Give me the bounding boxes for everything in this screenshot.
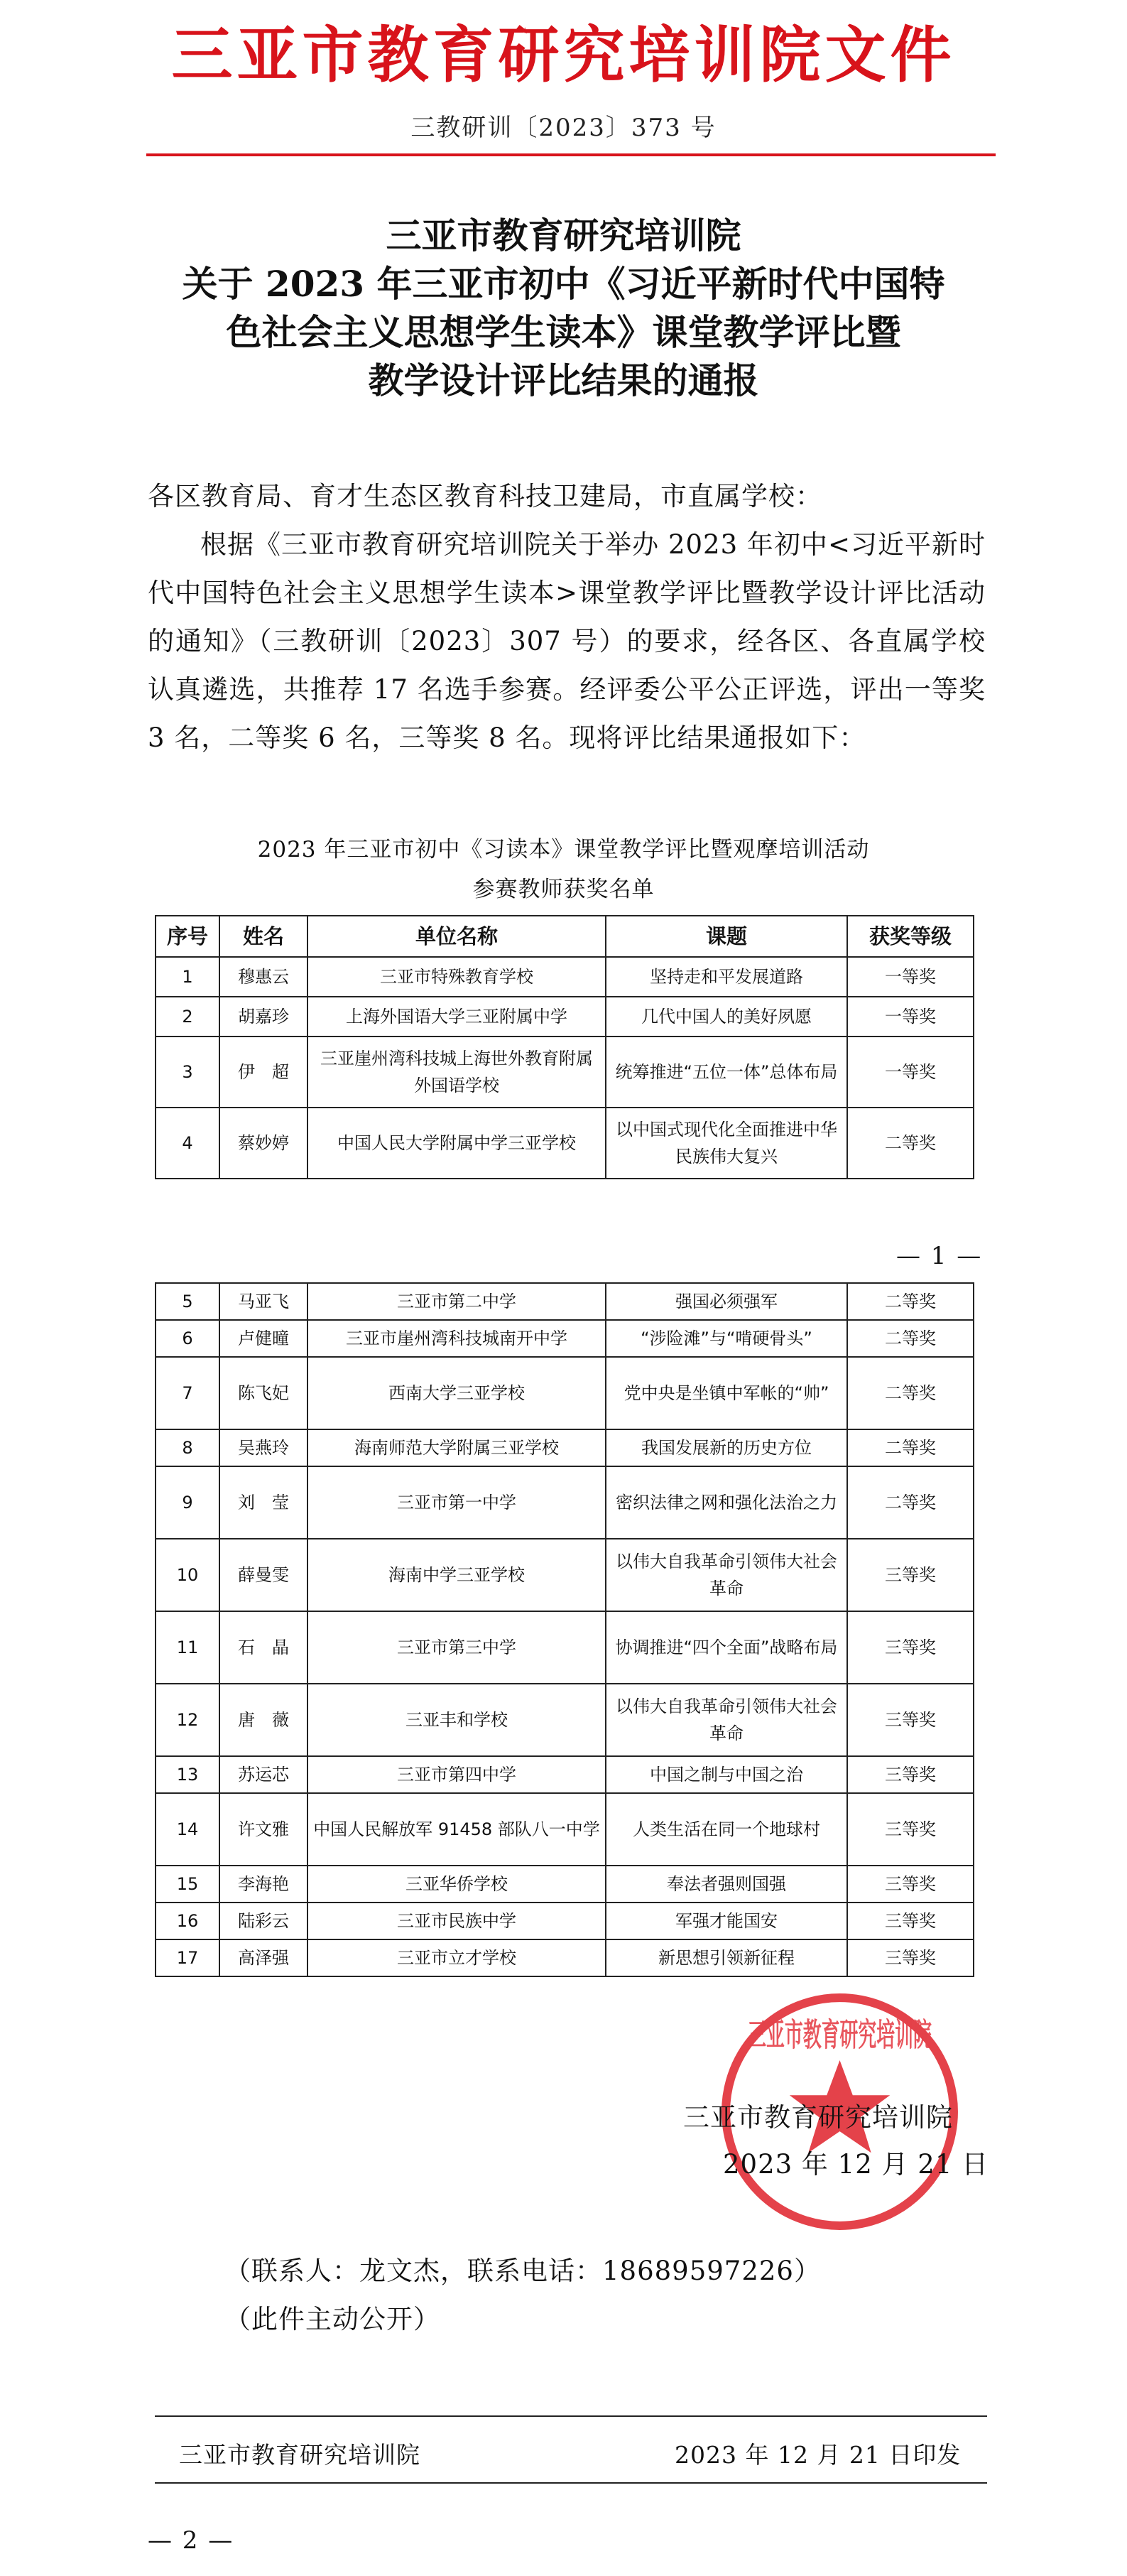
cell-unit: 三亚市立才学校 (307, 1939, 606, 1976)
table-row (156, 1466, 974, 1539)
cell-name: 苏运芯 (219, 1756, 307, 1793)
column-header-unit: 单位名称 (307, 916, 606, 957)
cell-index: 10 (156, 1539, 219, 1611)
cell-name: 胡嘉珍 (219, 997, 307, 1037)
cell-name: 穆惠云 (219, 957, 307, 997)
cell-topic: 协调推进“四个全面”战略布局 (606, 1611, 847, 1684)
column-header-index: 序号 (156, 916, 219, 957)
table-row (156, 1793, 974, 1866)
footer-top-rule (155, 2415, 987, 2417)
cell-topic: 强国必须强军 (606, 1283, 847, 1320)
cell-unit: 三亚市第一中学 (307, 1466, 606, 1539)
cell-unit: 三亚市特殊教育学校 (307, 957, 606, 997)
column-header-name: 姓名 (219, 916, 307, 957)
cell-award: 一等奖 (847, 1037, 974, 1108)
cell-award: 三等奖 (847, 1684, 974, 1756)
cell-index: 4 (156, 1108, 219, 1179)
cell-unit: 中国人民解放军 91458 部队八一中学 (307, 1793, 606, 1866)
cell-unit: 中国人民大学附属中学三亚学校 (307, 1108, 606, 1179)
table-header-row (156, 916, 974, 957)
cell-award: 二等奖 (847, 1429, 974, 1466)
cell-unit: 海南师范大学附属三亚学校 (307, 1429, 606, 1466)
disclosure-note: （此件主动公开） (224, 2304, 440, 2334)
signature-organization: 三亚市教育研究培训院 (683, 2102, 953, 2133)
table-row (156, 1611, 974, 1684)
cell-name: 马亚飞 (219, 1283, 307, 1320)
cell-index: 2 (156, 997, 219, 1037)
body-paragraph: 根据《三亚市教育研究培训院关于举办 2023 年初中<习近平新时代中国特色社会主义思想学生读本>课堂教学评比暨教学设计评比活动的通知》（三教研训〔2023〕307 号）的要求，经各区、各直属学校认真遴选，共推荐 17 名选手参赛。经评委公平公正评选，评出一等奖 3 名，二等奖 6 名，三等奖 8 名。现将评比结果通报如下： (148, 529, 986, 753)
table-row (156, 1539, 974, 1611)
footer-print-date: 2023 年 12 月 21 日印发 (675, 2441, 962, 2469)
cell-name: 刘 莹 (219, 1466, 307, 1539)
table-row (156, 1939, 974, 1976)
cell-unit: 上海外国语大学三亚附属中学 (307, 997, 606, 1037)
footer-bottom-rule (155, 2482, 987, 2484)
cell-index: 3 (156, 1037, 219, 1108)
cell-topic: 以伟大自我革命引领伟大社会革命 (606, 1684, 847, 1756)
cell-award: 二等奖 (847, 1466, 974, 1539)
cell-name: 蔡妙婷 (219, 1108, 307, 1179)
cell-topic: “涉险滩”与“啃硬骨头” (606, 1320, 847, 1357)
notice-title (128, 212, 999, 405)
cell-name: 吴燕玲 (219, 1429, 307, 1466)
cell-topic: 几代中国人的美好夙愿 (606, 997, 847, 1037)
table-row (156, 1108, 974, 1179)
cell-name: 唐 薇 (219, 1684, 307, 1756)
cell-topic: 新思想引领新征程 (606, 1939, 847, 1976)
table-row (156, 1903, 974, 1939)
cell-unit: 三亚市民族中学 (307, 1903, 606, 1939)
cell-topic: 坚持走和平发展道路 (606, 957, 847, 997)
document-number: 三教研训〔2023〕373 号 (410, 114, 717, 142)
page-number: — 2 — (148, 2526, 234, 2555)
cell-unit: 三亚丰和学校 (307, 1684, 606, 1756)
cell-topic: 中国之制与中国之治 (606, 1756, 847, 1793)
header-red-rule (146, 153, 996, 156)
table-row (156, 1357, 974, 1429)
contact-info: （联系人：龙文杰，联系电话：18689597226） (224, 2256, 821, 2286)
award-table-page2 (155, 1282, 974, 1977)
cell-topic: 人类生活在同一个地球村 (606, 1793, 847, 1866)
cell-award: 一等奖 (847, 957, 974, 997)
table-row (156, 1429, 974, 1466)
table-row (156, 957, 974, 997)
notice-title-line: 三亚市教育研究培训院 (386, 215, 741, 256)
cell-unit: 西南大学三亚学校 (307, 1357, 606, 1429)
cell-index: 16 (156, 1903, 219, 1939)
cell-award: 二等奖 (847, 1357, 974, 1429)
cell-topic: 党中央是坐镇中军帐的“帅” (606, 1357, 847, 1429)
cell-index: 8 (156, 1429, 219, 1466)
cell-index: 13 (156, 1756, 219, 1793)
cell-award: 二等奖 (847, 1320, 974, 1357)
cell-award: 三等奖 (847, 1866, 974, 1903)
table-row (156, 1037, 974, 1108)
seal-text: 三亚市教育研究培训院 (748, 2015, 932, 2054)
table-row (156, 1756, 974, 1793)
document-header-title: 三亚市教育研究培训院文件 (171, 20, 956, 91)
cell-name: 陆彩云 (219, 1903, 307, 1939)
cell-name: 高泽强 (219, 1939, 307, 1976)
award-table-page1 (155, 915, 974, 1179)
cell-award: 三等奖 (847, 1903, 974, 1939)
cell-unit: 海南中学三亚学校 (307, 1539, 606, 1611)
cell-name: 石 晶 (219, 1611, 307, 1684)
cell-name: 陈飞妃 (219, 1357, 307, 1429)
cell-unit: 三亚崖州湾科技城上海世外教育附属外国语学校 (307, 1037, 606, 1108)
cell-index: 6 (156, 1320, 219, 1357)
cell-name: 许文雅 (219, 1793, 307, 1866)
table-row (156, 997, 974, 1037)
cell-name: 卢健曈 (219, 1320, 307, 1357)
column-header-award: 获奖等级 (847, 916, 974, 957)
footer-issuer: 三亚市教育研究培训院 (179, 2441, 420, 2469)
table-row (156, 1866, 974, 1903)
cell-topic: 我国发展新的历史方位 (606, 1429, 847, 1466)
cell-award: 二等奖 (847, 1108, 974, 1179)
cell-award: 三等奖 (847, 1756, 974, 1793)
cell-index: 1 (156, 957, 219, 997)
notice-title-line: 关于 2023 年三亚市初中《习近平新时代中国特 (182, 263, 945, 305)
column-header-topic: 课题 (606, 916, 847, 957)
cell-topic: 统筹推进“五位一体”总体布局 (606, 1037, 847, 1108)
cell-topic: 密织法律之网和强化法治之力 (606, 1466, 847, 1539)
cell-topic: 奉法者强则国强 (606, 1866, 847, 1903)
cell-name: 薛曼雯 (219, 1539, 307, 1611)
table-row (156, 1684, 974, 1756)
cell-index: 17 (156, 1939, 219, 1976)
cell-unit: 三亚市第三中学 (307, 1611, 606, 1684)
notice-title-line: 色社会主义思想学生读本》课堂教学评比暨 (226, 311, 901, 353)
cell-award: 三等奖 (847, 1611, 974, 1684)
cell-topic: 军强才能国安 (606, 1903, 847, 1939)
cell-index: 7 (156, 1357, 219, 1429)
cell-unit: 三亚市第四中学 (307, 1756, 606, 1793)
cell-award: 三等奖 (847, 1539, 974, 1611)
cell-unit: 三亚华侨学校 (307, 1866, 606, 1903)
cell-index: 14 (156, 1793, 219, 1866)
cell-award: 三等奖 (847, 1793, 974, 1866)
cell-award: 一等奖 (847, 997, 974, 1037)
cell-index: 9 (156, 1466, 219, 1539)
page-number: — 1 — (896, 1242, 983, 1270)
table-row (156, 1283, 974, 1320)
cell-topic: 以伟大自我革命引领伟大社会革命 (606, 1539, 847, 1611)
cell-topic: 以中国式现代化全面推进中华民族伟大复兴 (606, 1108, 847, 1179)
table-row (156, 1320, 974, 1357)
table-caption: 2023 年三亚市初中《习读本》课堂教学评比暨观摩培训活动 (257, 837, 870, 862)
salutation: 各区教育局、育才生态区教育科技卫建局，市直属学校： (148, 481, 822, 512)
cell-award: 二等奖 (847, 1283, 974, 1320)
cell-unit: 三亚市崖州湾科技城南开中学 (307, 1320, 606, 1357)
notice-title-line: 教学设计评比结果的通报 (368, 359, 759, 401)
cell-unit: 三亚市第二中学 (307, 1283, 606, 1320)
table-caption-subtitle: 参赛教师获奖名单 (472, 877, 655, 902)
cell-index: 5 (156, 1283, 219, 1320)
cell-award: 三等奖 (847, 1939, 974, 1976)
cell-index: 15 (156, 1866, 219, 1903)
cell-index: 12 (156, 1684, 219, 1756)
cell-name: 李海艳 (219, 1866, 307, 1903)
signature-date: 2023 年 12 月 21 日 (723, 2149, 989, 2180)
cell-index: 11 (156, 1611, 219, 1684)
cell-name: 伊 超 (219, 1037, 307, 1108)
